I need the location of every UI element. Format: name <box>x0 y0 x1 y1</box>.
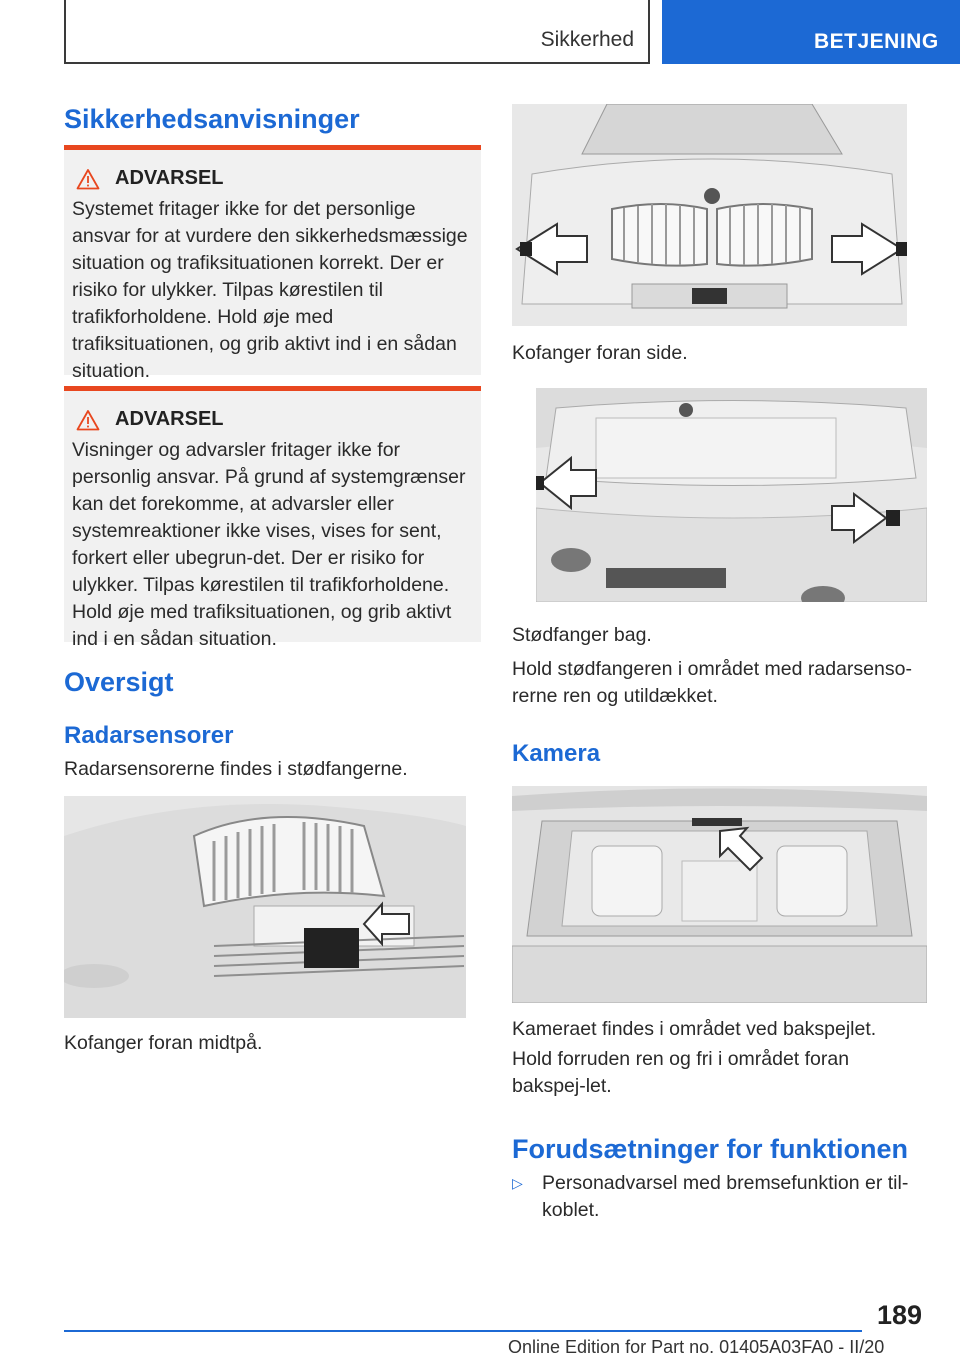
page-title: Sikkerhedsanvisninger <box>64 104 360 134</box>
warning-2-text: Visninger og advarsler fritager ikke for personlig ansvar. På grund af systemgrænser kan det forekomme, at advarsler eller systemreaktioner ikke vises, vises for sent, forkert eller ubegrun-det. Der er risiko for ulykker. Tilpas kørestilen til trafikforholdene. Hold øje med trafiksituationen, og grib aktivt ind i en sådan situation. <box>72 439 466 650</box>
camera-text: Hold forruden ren og fri i området foran bakspej-let. <box>512 1048 850 1097</box>
warning-box-2 <box>64 386 481 650</box>
footer-divider <box>64 1330 862 1332</box>
header-chapter-tab <box>662 0 960 64</box>
front-bumper-center-image <box>64 796 466 1018</box>
warning-triangle-icon <box>76 168 100 190</box>
warning-1-text: Systemet fritager ikke for det personlige ansvar for at vurdere den sikkerhedsmæssige situation og trafiksituationen korrekt. Der er risiko for ulykker. Tilpas kørestilen til trafikforholdene. Hold øje med trafiksituationen, og grib aktivt ind i en sådan situation. <box>72 198 468 382</box>
section-title-overview: Oversigt <box>64 667 174 697</box>
warning-1-title: ADVARSEL <box>115 167 224 189</box>
camera-caption: Kameraet findes i området ved bakspejlet. <box>512 1018 877 1040</box>
header-section-title: Sikkerhed <box>540 28 634 51</box>
warning-triangle-icon <box>76 409 100 431</box>
header-chapter-title: BETJENING <box>814 30 939 53</box>
condition-text: Personadvarsel med bremsefunktion er til-koblet. <box>542 1172 909 1221</box>
rear-bumper-image <box>536 388 927 602</box>
front-bumper-side-image <box>512 104 907 326</box>
page-number: 189 <box>876 1300 922 1330</box>
triangle-bullet-icon: ▷ <box>512 1175 523 1191</box>
caption-front-center: Kofanger foran midtpå. <box>64 1032 263 1054</box>
list-item <box>512 1170 912 1224</box>
header-section-tab <box>64 0 650 64</box>
camera-image <box>512 786 927 1003</box>
subsection-title-camera: Kamera <box>512 740 601 767</box>
caption-front-side: Kofanger foran side. <box>512 342 688 364</box>
rear-text: Hold stødfangeren i området med radarsenso-rerne ren og utildækket. <box>512 658 912 707</box>
warning-2-title: ADVARSEL <box>115 408 224 430</box>
section-title-conditions: Forudsætninger for funktionen <box>512 1134 908 1164</box>
caption-rear: Stødfanger bag. <box>512 624 652 646</box>
radar-text: Radarsensorerne findes i stødfangerne. <box>64 758 408 780</box>
footer-edition: Online Edition for Part no. 01405A03FA0 - II/20 <box>508 1337 885 1357</box>
subsection-title-radar: Radarsensorer <box>64 722 234 749</box>
warning-box-1 <box>64 145 481 382</box>
